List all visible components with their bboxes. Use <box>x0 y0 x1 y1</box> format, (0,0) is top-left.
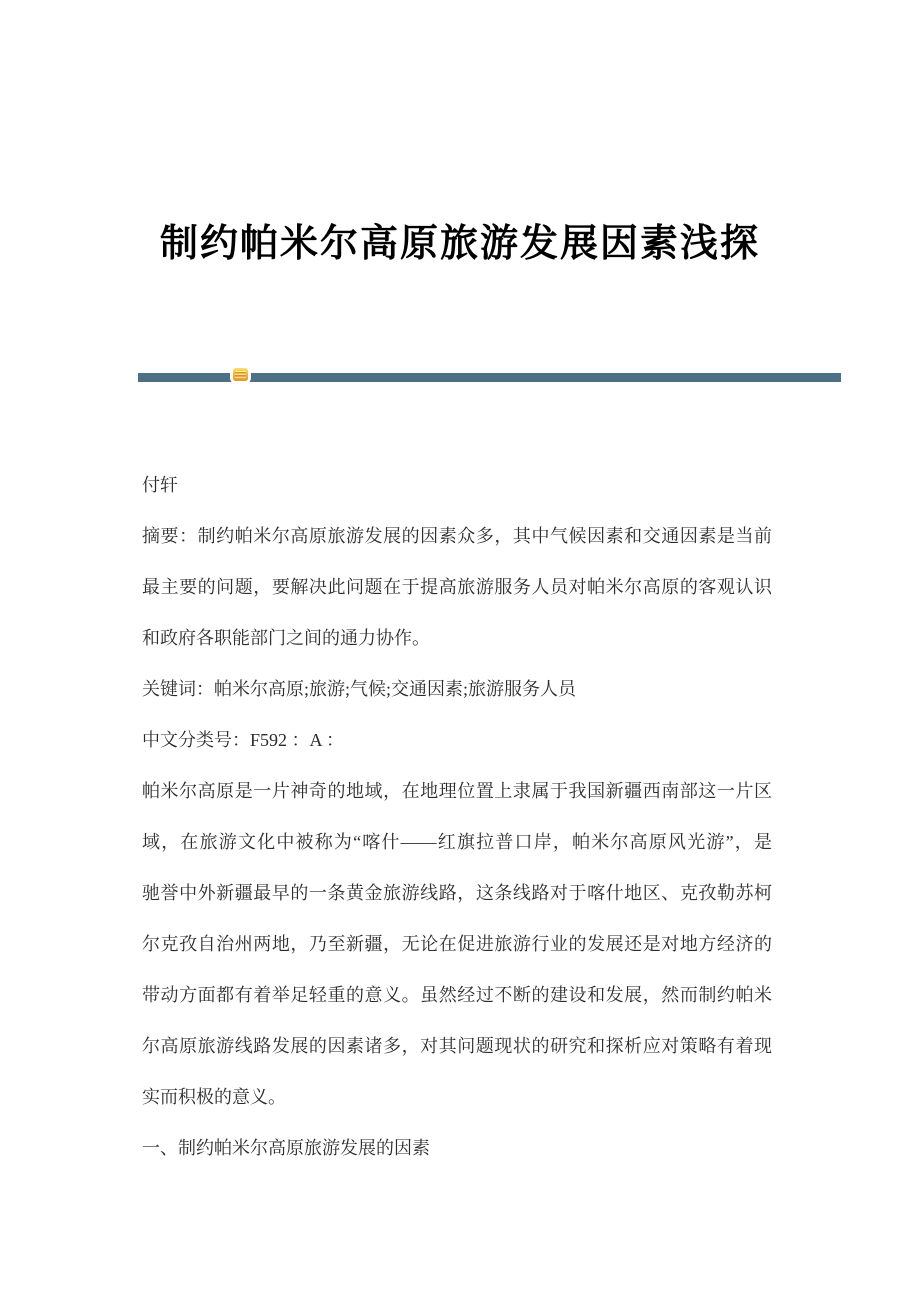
intro-paragraph-line: 尔克孜自治州两地，乃至新疆，无论在促进旅游行业的发展还是对地方经济的 <box>142 934 772 954</box>
gold-note-icon <box>233 368 248 381</box>
title-divider <box>138 373 841 382</box>
intro-paragraph-line: 带动方面都有着举足轻重的意义。虽然经过不断的建设和发展，然而制约帕米 <box>142 985 772 1005</box>
gold-note-icon-ridges <box>235 371 246 378</box>
intro-paragraph-line: 帕米尔高原是一片神奇的地域，在地理位置上隶属于我国新疆西南部这一片区 <box>142 781 772 801</box>
article-body <box>142 460 772 1174</box>
keywords-line: 关键词：帕米尔高原;旅游;气候;交通因素;旅游服务人员 <box>142 679 577 699</box>
document-title: 制约帕米尔高原旅游发展因素浅探 <box>159 223 760 265</box>
abstract-line: 和政府各职能部门之间的通力协作。 <box>142 628 430 648</box>
abstract-line: 摘要：制约帕米尔高原旅游发展的因素众多，其中气候因素和交通因素是当前 <box>142 526 772 546</box>
intro-paragraph-line: 实而积极的意义。 <box>142 1087 286 1107</box>
classification-line: 中文分类号：F592 ：A ： <box>142 730 345 750</box>
intro-paragraph-line: 尔高原旅游线路发展的因素诸多，对其问题现状的研究和探析应对策略有着现 <box>142 1036 772 1056</box>
abstract-line: 最主要的问题，要解决此问题在于提高旅游服务人员对帕米尔高原的客观认识 <box>142 577 772 597</box>
intro-paragraph-line: 域，在旅游文化中被称为“喀什——红旗拉普口岸，帕米尔高原风光游”，是 <box>142 832 772 852</box>
intro-paragraph-line: 驰誉中外新疆最早的一条黄金旅游线路，这条线路对于喀什地区、克孜勒苏柯 <box>142 883 772 903</box>
section-heading: 一、制约帕米尔高原旅游发展的因素 <box>142 1138 430 1158</box>
author-line: 付轩 <box>142 475 178 495</box>
